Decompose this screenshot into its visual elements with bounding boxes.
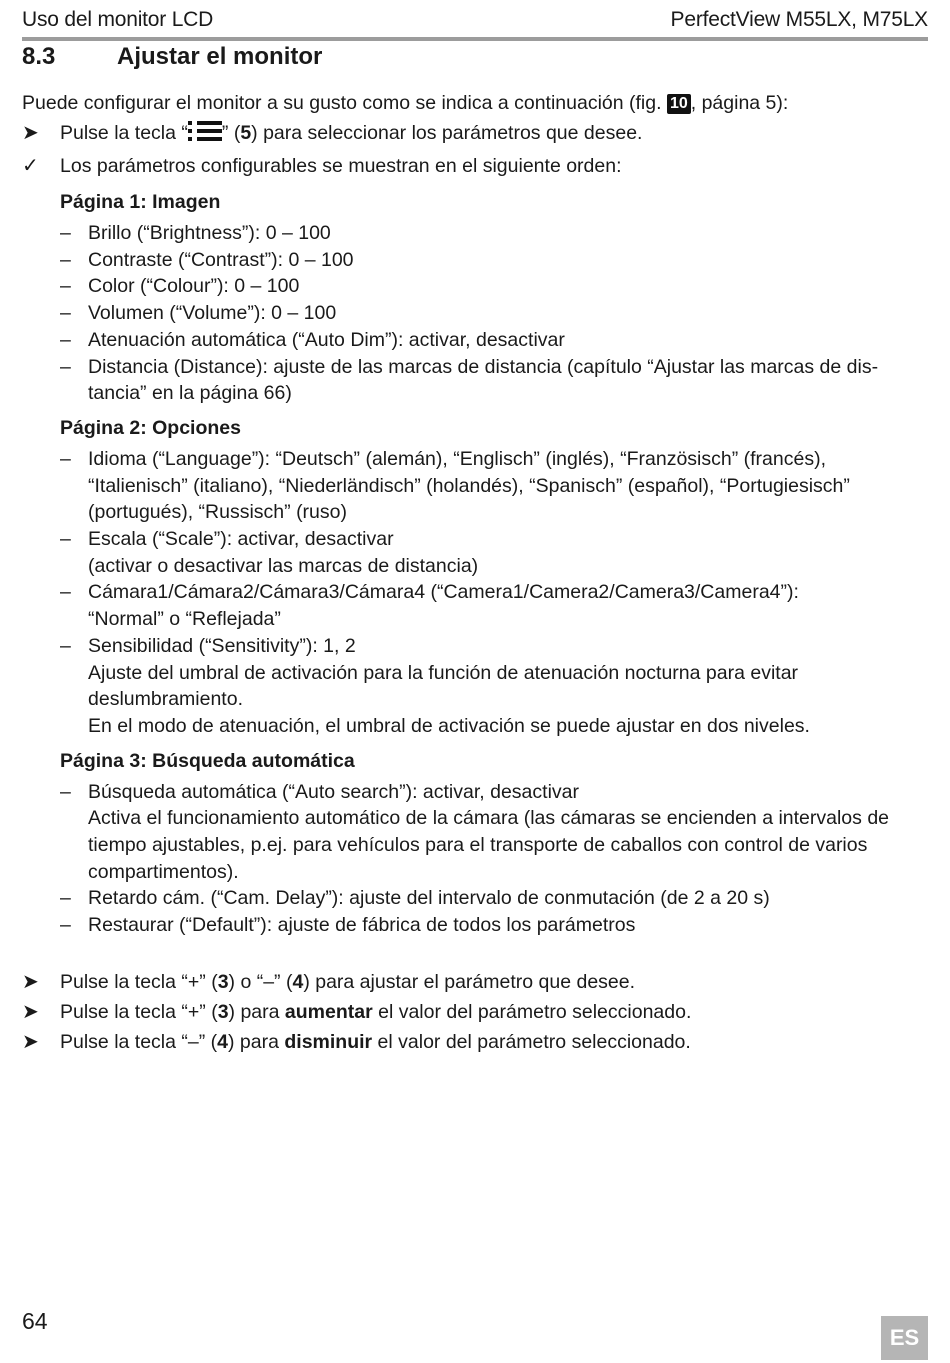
list-item-text: “Italienisch” (italiano), “Niederländisch” (holandés), “Spanisch” (español), “Portugiesisch” <box>88 474 850 497</box>
dash-bullet: – <box>60 528 71 551</box>
list-item <box>60 579 932 632</box>
step-adjust: ➤ Pulse la tecla “+” (3) o “–” (4) para ajustar el parámetro que desee. <box>22 967 932 997</box>
list-item-text: deslumbramiento. <box>88 688 243 711</box>
dash-bullet: – <box>60 887 71 910</box>
dash-bullet: – <box>60 355 71 378</box>
list-item-text: compartimentos). <box>88 860 239 883</box>
list-item-text: Atenuación automática (“Auto Dim”): activar, desactivar <box>88 328 565 351</box>
main-content <box>22 88 932 1057</box>
list-item <box>60 354 932 407</box>
list-item <box>60 220 932 247</box>
checkmark-icon: ✓ <box>22 155 39 177</box>
action-arrow-icon: ➤ <box>22 1030 39 1053</box>
list-item-text: (portugués), “Russisch” (ruso) <box>88 501 347 524</box>
list-item <box>60 446 932 526</box>
section-title <box>22 43 322 71</box>
dash-bullet: – <box>60 248 71 271</box>
dash-bullet: – <box>60 447 71 470</box>
section-number: 8.3 <box>22 43 56 70</box>
page1-heading: Página 1: Imagen <box>60 191 221 213</box>
list-item-text: (activar o desactivar las marcas de distancia) <box>88 554 479 577</box>
intro-paragraph: Puede configurar el monitor a su gusto como se indica a continuación (fig. 10 , página 5): <box>22 92 789 114</box>
section-heading: Ajustar el monitor <box>117 43 323 70</box>
list-item-text: tancia” en la página 66) <box>88 382 292 405</box>
page2-list <box>22 446 932 740</box>
list-item-text: Búsqueda automática (“Auto search”): activar, desactivar <box>88 780 579 803</box>
list-item-text: Distancia (Distance): ajuste de las marcas de distancia (capítulo “Ajustar las marcas de dis- <box>88 355 879 378</box>
list-item-text: Brillo (“Brightness”): 0 – 100 <box>88 222 331 244</box>
list-item-text: Ajuste del umbral de activación para la función de atenuación nocturna para evitar <box>88 661 799 684</box>
list-item-text: tiempo ajustables, p.ej. para vehículos para el transporte de caballos con control de varios <box>88 834 868 857</box>
list-item-text: Activa el funcionamiento automático de la cámara (las cámaras se encienden a intervalos de <box>88 807 890 830</box>
page3-heading: Página 3: Búsqueda automática <box>60 749 355 772</box>
list-item-text: Sensibilidad (“Sensitivity”): 1, 2 <box>88 634 356 657</box>
list-item-text: “Normal” o “Reflejada” <box>88 608 281 631</box>
header-product: PerfectView M55LX, M75LX <box>670 8 928 31</box>
list-item <box>60 779 932 886</box>
list-item-text: En el modo de atenuación, el umbral de activación se puede ajustar en dos niveles. <box>88 714 810 737</box>
dash-bullet: – <box>60 634 71 657</box>
step-decrease: ➤ Pulse la tecla “–” (4) para disminuir el valor del parámetro seleccionado. <box>22 1027 932 1057</box>
language-badge: ES <box>881 1316 928 1360</box>
list-item <box>60 327 932 354</box>
dash-bullet: – <box>60 275 71 298</box>
dash-bullet: – <box>60 302 71 325</box>
step-select: ➤ Pulse la tecla “ ” (5) para seleccionar los parámetros que desee. <box>22 118 932 151</box>
list-item-text: Escala (“Scale”): activar, desactivar <box>88 528 394 551</box>
key-number: 5 <box>240 122 252 144</box>
list-item-text: Restaurar (“Default”): ajuste de fábrica de todos los parámetros <box>88 914 636 937</box>
figure-ref-badge: 10 <box>667 94 691 114</box>
dash-bullet: – <box>60 780 71 803</box>
header-chapter: Uso del monitor LCD <box>22 8 214 31</box>
result-line: ✓ Los parámetros configurables se muestran en el siguiente orden: <box>22 151 932 181</box>
header-rule <box>22 37 928 41</box>
list-item-text: Color (“Colour”): 0 – 100 <box>88 275 300 298</box>
list-item <box>60 885 932 912</box>
page-header <box>22 6 928 36</box>
page2-heading: Página 2: Opciones <box>60 416 241 439</box>
dash-bullet: – <box>60 328 71 351</box>
list-item <box>60 526 932 579</box>
list-item <box>60 633 932 740</box>
list-item <box>60 300 932 327</box>
action-arrow-icon: ➤ <box>22 1000 39 1023</box>
page-number: 64 <box>22 1308 48 1334</box>
list-item-text: Idioma (“Language”): “Deutsch” (alemán), “Englisch” (inglés), “Französisch” (francés), <box>88 447 826 470</box>
list-item-text: Volumen (“Volume”): 0 – 100 <box>88 302 337 325</box>
dash-bullet: – <box>60 581 71 604</box>
dash-bullet: – <box>60 914 71 937</box>
action-arrow-icon: ➤ <box>22 970 39 993</box>
page3-list <box>22 779 932 939</box>
menu-icon <box>188 120 222 151</box>
list-item-text: Contraste (“Contrast”): 0 – 100 <box>88 248 354 271</box>
list-item-text: Retardo cám. (“Cam. Delay”): ajuste del intervalo de conmutación (de 2 a 20 s) <box>88 887 770 910</box>
dash-bullet: – <box>60 222 71 244</box>
list-item <box>60 247 932 274</box>
list-item <box>60 912 932 939</box>
action-arrow-icon: ➤ <box>22 122 39 144</box>
list-item <box>60 273 932 300</box>
list-item-text: Cámara1/Cámara2/Cámara3/Cámara4 (“Camera1/Camera2/Camera3/Camera4”): <box>88 581 799 604</box>
page1-list <box>22 220 932 407</box>
step-increase: ➤ Pulse la tecla “+” (3) para aumentar el valor del parámetro seleccionado. <box>22 997 932 1027</box>
